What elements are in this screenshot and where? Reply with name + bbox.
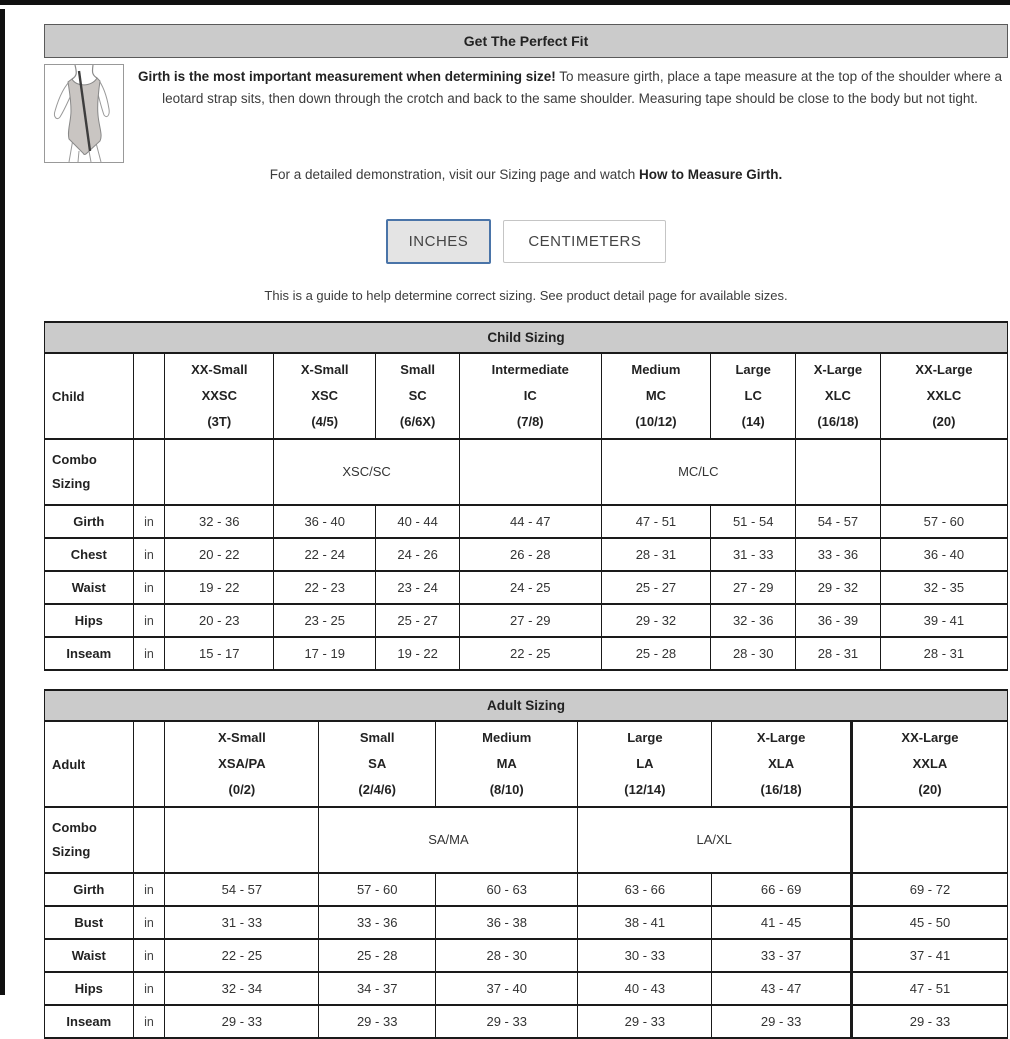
- size-column-header-small: [376, 353, 460, 439]
- size-range-cell: 57 - 60: [319, 873, 436, 906]
- screen-left-edge: [0, 9, 5, 995]
- size-range-cell: 32 - 36: [711, 604, 796, 637]
- size-range-cell: 51 - 54: [711, 505, 796, 538]
- size-range-cell: 45 - 50: [851, 906, 1007, 939]
- size-range-cell: 47 - 51: [601, 505, 711, 538]
- size-name: X-Small: [300, 362, 349, 377]
- combo-sizing-label: Combo Sizing: [45, 807, 134, 873]
- unit-label: in: [133, 571, 165, 604]
- size-range: (10/12): [635, 414, 677, 429]
- size-range-cell: 22 - 23: [274, 571, 376, 604]
- size-range-cell: 47 - 51: [851, 972, 1007, 1005]
- size-range: (0/2): [228, 782, 256, 797]
- size-range-cell: 34 - 37: [319, 972, 436, 1005]
- measurement-label: Girth: [45, 873, 134, 906]
- size-range-cell: 37 - 41: [851, 939, 1007, 972]
- size-range-cell: 31 - 33: [165, 906, 319, 939]
- size-range-cell: 29 - 33: [319, 1005, 436, 1038]
- size-name: Medium: [631, 362, 681, 377]
- child-row-label: Child: [45, 353, 134, 439]
- inches-button[interactable]: INCHES: [386, 219, 492, 264]
- size-name: XX-Large: [901, 730, 959, 745]
- size-column-header-xxlarge: [851, 721, 1007, 807]
- sizing-guide-page: [44, 24, 1008, 1039]
- sizing-note: This is a guide to help determine correct sizing. See product detail page for available sizes.: [264, 288, 788, 303]
- size-range: (20): [932, 414, 956, 429]
- empty-cell: [133, 439, 165, 505]
- measurement-label: Chest: [45, 538, 134, 571]
- measurement-label: Inseam: [45, 1005, 134, 1038]
- size-column-header-large: [578, 721, 712, 807]
- size-range-cell: 36 - 40: [274, 505, 376, 538]
- girth-intro-section: [44, 64, 1008, 163]
- size-code: XLC: [824, 388, 851, 403]
- size-range-cell: 36 - 39: [796, 604, 881, 637]
- size-range-cell: 25 - 28: [319, 939, 436, 972]
- combo-size-cell: SA/MA: [319, 807, 578, 873]
- leotard-girth-illustration: [44, 64, 124, 163]
- size-range-cell: 36 - 40: [880, 538, 1007, 571]
- empty-cell: [133, 807, 165, 873]
- empty-cell: [165, 439, 274, 505]
- size-range-cell: 25 - 27: [601, 571, 711, 604]
- size-code: LA: [636, 756, 654, 771]
- size-range-cell: 26 - 28: [460, 538, 602, 571]
- child-table-title: Child Sizing: [45, 322, 1008, 353]
- size-range-cell: 41 - 45: [712, 906, 852, 939]
- size-range: (12/14): [624, 782, 666, 797]
- size-code: MC: [645, 388, 667, 403]
- unit-label: in: [133, 972, 165, 1005]
- size-range-cell: 29 - 32: [601, 604, 711, 637]
- leotard-figure-icon: [45, 65, 123, 162]
- size-range: (3T): [207, 414, 232, 429]
- size-name: XX-Small: [191, 362, 248, 377]
- size-column-header-xxlarge: [880, 353, 1007, 439]
- size-range-cell: 43 - 47: [712, 972, 852, 1005]
- size-range-cell: 40 - 43: [578, 972, 712, 1005]
- size-range-cell: 36 - 38: [435, 906, 578, 939]
- measurement-label: Inseam: [45, 637, 134, 670]
- size-range: (6/6X): [399, 414, 436, 429]
- size-range-cell: 27 - 29: [460, 604, 602, 637]
- size-range: (4/5): [311, 414, 339, 429]
- size-name: X-Large: [813, 362, 863, 377]
- size-range-cell: 33 - 37: [712, 939, 852, 972]
- table-row-waist: [45, 571, 1008, 604]
- size-code: XSC: [311, 388, 339, 403]
- unit-toggle: [44, 219, 1008, 264]
- size-column-header-intermediate: [460, 353, 602, 439]
- empty-cell: [133, 721, 165, 807]
- girth-intro-bold: Girth is the most important measurement when determining size!: [137, 69, 556, 84]
- measurement-label: Waist: [45, 571, 134, 604]
- size-name: XX-Large: [915, 362, 973, 377]
- size-code: IC: [523, 388, 537, 403]
- size-name: Intermediate: [491, 362, 569, 377]
- size-range-cell: 24 - 25: [460, 571, 602, 604]
- size-name: Small: [359, 730, 395, 745]
- size-code: XXLC: [926, 388, 962, 403]
- size-range-cell: 30 - 33: [578, 939, 712, 972]
- combo-size-cell: MC/LC: [601, 439, 796, 505]
- table-row-chest: [45, 538, 1008, 571]
- size-code: XLA: [768, 756, 795, 771]
- measurement-label: Waist: [45, 939, 134, 972]
- size-range-cell: 29 - 33: [578, 1005, 712, 1038]
- table-row-girth: [45, 505, 1008, 538]
- empty-cell: [460, 439, 602, 505]
- size-range-cell: 28 - 31: [601, 538, 711, 571]
- size-range-cell: 32 - 36: [165, 505, 274, 538]
- size-column-header-xsmall: [274, 353, 376, 439]
- size-range-cell: 29 - 33: [165, 1005, 319, 1038]
- measurement-label: Girth: [45, 505, 134, 538]
- size-range-cell: 19 - 22: [165, 571, 274, 604]
- size-column-header-large: [711, 353, 796, 439]
- size-column-header-xxsmall: [165, 353, 274, 439]
- measurement-label: Hips: [45, 972, 134, 1005]
- size-column-header-xlarge: [796, 353, 881, 439]
- size-range-cell: 32 - 34: [165, 972, 319, 1005]
- table-row-hips: [45, 604, 1008, 637]
- table-row-inseam: [45, 637, 1008, 670]
- size-range-cell: 17 - 19: [274, 637, 376, 670]
- size-code: LC: [744, 388, 762, 403]
- table-row-hips: [45, 972, 1008, 1005]
- size-range-cell: 29 - 33: [712, 1005, 852, 1038]
- adult-table-title: Adult Sizing: [45, 690, 1008, 721]
- unit-label: in: [133, 906, 165, 939]
- size-range: (14): [741, 414, 765, 429]
- size-range-cell: 27 - 29: [711, 571, 796, 604]
- size-range: (16/18): [760, 782, 802, 797]
- demo-bold: How to Measure Girth.: [638, 167, 783, 182]
- size-range-cell: 29 - 33: [851, 1005, 1007, 1038]
- size-range-cell: 32 - 35: [880, 571, 1007, 604]
- size-range: (20): [918, 782, 942, 797]
- size-range-cell: 23 - 24: [376, 571, 460, 604]
- size-range-cell: 54 - 57: [796, 505, 881, 538]
- table-row-bust: [45, 906, 1008, 939]
- size-range-cell: 28 - 31: [796, 637, 881, 670]
- size-name: X-Large: [756, 730, 806, 745]
- size-name: Small: [400, 362, 435, 377]
- size-range-cell: 37 - 40: [435, 972, 578, 1005]
- size-code: XSA/PA: [218, 756, 266, 771]
- size-range-cell: 31 - 33: [711, 538, 796, 571]
- size-range-cell: 23 - 25: [274, 604, 376, 637]
- size-range-cell: 29 - 32: [796, 571, 881, 604]
- size-code: XXSC: [201, 388, 237, 403]
- empty-cell: [880, 439, 1007, 505]
- size-range-cell: 22 - 25: [460, 637, 602, 670]
- unit-label: in: [133, 637, 165, 670]
- size-range-cell: 33 - 36: [319, 906, 436, 939]
- size-column-header-xlarge: [712, 721, 852, 807]
- size-range-cell: 39 - 41: [880, 604, 1007, 637]
- size-column-header-xsmall: [165, 721, 319, 807]
- size-range-cell: 24 - 26: [376, 538, 460, 571]
- size-column-header-medium: [435, 721, 578, 807]
- sizing-demo-text: [44, 167, 1008, 182]
- demo-text: For a detailed demonstration, visit our Sizing page and watch: [269, 167, 639, 182]
- unit-label: in: [133, 538, 165, 571]
- page-title: Get The Perfect Fit: [44, 24, 1008, 58]
- size-range-cell: 22 - 25: [165, 939, 319, 972]
- size-code: SA: [368, 756, 387, 771]
- size-column-header-small: [319, 721, 436, 807]
- size-range-cell: 22 - 24: [274, 538, 376, 571]
- size-name: Large: [735, 362, 771, 377]
- size-range-cell: 28 - 30: [435, 939, 578, 972]
- adult-row-label: Adult: [45, 721, 134, 807]
- size-range-cell: 40 - 44: [376, 505, 460, 538]
- girth-intro-rest: To measure girth, place a tape measure at the top of the shoulder where a leotard strap sits, then down through the crotch and back to the same shoulder. Measuring tape should be close to the body but not tight.: [162, 69, 1003, 106]
- size-name: Large: [627, 730, 663, 745]
- size-name: X-Small: [218, 730, 266, 745]
- size-column-header-medium: [601, 353, 711, 439]
- empty-cell: [165, 807, 319, 873]
- size-code: XXLA: [912, 756, 948, 771]
- empty-cell: [851, 807, 1007, 873]
- girth-intro-text: [132, 66, 1008, 110]
- combo-size-cell: LA/XL: [578, 807, 851, 873]
- size-range: (2/4/6): [358, 782, 396, 797]
- empty-cell: [133, 353, 165, 439]
- combo-size-cell: XSC/SC: [274, 439, 460, 505]
- size-range-cell: 60 - 63: [435, 873, 578, 906]
- size-code: MA: [496, 756, 517, 771]
- size-range-cell: 29 - 33: [435, 1005, 578, 1038]
- table-row-waist: [45, 939, 1008, 972]
- size-range-cell: 38 - 41: [578, 906, 712, 939]
- size-range-cell: 33 - 36: [796, 538, 881, 571]
- adult-sizing-table: [44, 689, 1008, 1039]
- size-range-cell: 69 - 72: [851, 873, 1007, 906]
- size-range-cell: 19 - 22: [376, 637, 460, 670]
- size-range-cell: 25 - 28: [601, 637, 711, 670]
- size-range-cell: 20 - 22: [165, 538, 274, 571]
- empty-cell: [796, 439, 881, 505]
- table-row-girth: [45, 873, 1008, 906]
- size-range-cell: 28 - 31: [880, 637, 1007, 670]
- size-code: SC: [408, 388, 427, 403]
- size-range-cell: 54 - 57: [165, 873, 319, 906]
- measurement-label: Bust: [45, 906, 134, 939]
- unit-label: in: [133, 1005, 165, 1038]
- centimeters-button[interactable]: CENTIMETERS: [503, 220, 666, 263]
- unit-label: in: [133, 939, 165, 972]
- size-range-cell: 28 - 30: [711, 637, 796, 670]
- size-range-cell: 63 - 66: [578, 873, 712, 906]
- size-range-cell: 15 - 17: [165, 637, 274, 670]
- size-range-cell: 66 - 69: [712, 873, 852, 906]
- size-range: (8/10): [489, 782, 524, 797]
- measurement-label: Hips: [45, 604, 134, 637]
- unit-label: in: [133, 873, 165, 906]
- size-name: Medium: [482, 730, 532, 745]
- unit-label: in: [133, 505, 165, 538]
- child-sizing-table: [44, 321, 1008, 671]
- size-range: (7/8): [516, 414, 544, 429]
- size-range-cell: 57 - 60: [880, 505, 1007, 538]
- size-range-cell: 25 - 27: [376, 604, 460, 637]
- combo-sizing-label: Combo Sizing: [45, 439, 134, 505]
- screen-top-edge: [0, 0, 1010, 5]
- size-range-cell: 44 - 47: [460, 505, 602, 538]
- unit-label: in: [133, 604, 165, 637]
- size-range-cell: 20 - 23: [165, 604, 274, 637]
- size-range: (16/18): [817, 414, 859, 429]
